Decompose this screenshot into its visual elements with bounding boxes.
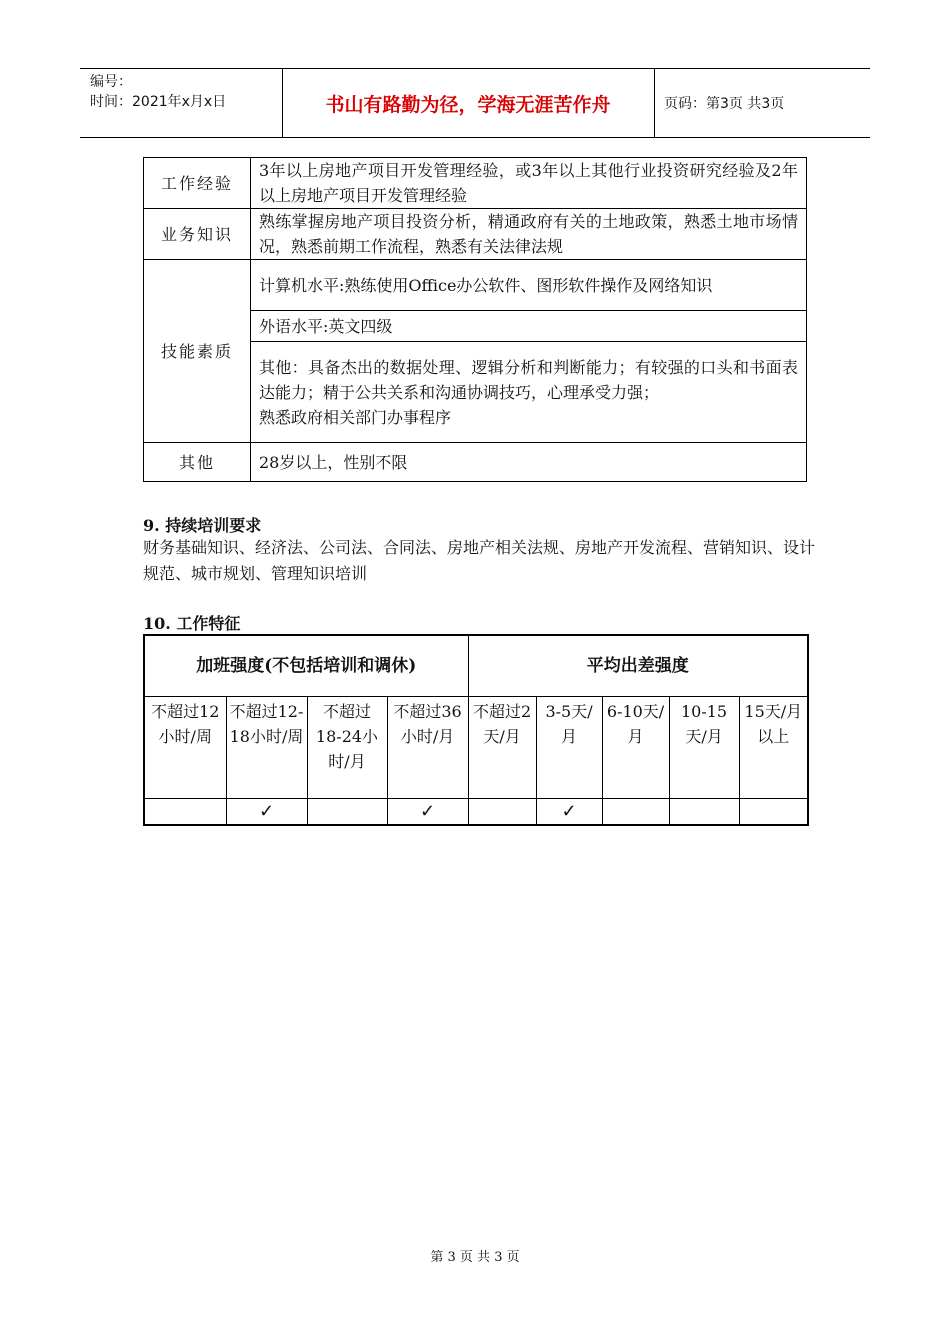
header-meta (80, 69, 283, 137)
work-experience-label: 工作经验 (144, 158, 251, 209)
travel-mark (602, 799, 669, 826)
overtime-mark (307, 799, 387, 826)
time-label: 时间：2021年x月x日 (90, 94, 227, 110)
header-page-info: 页码：第3页 共3页 (664, 96, 785, 112)
overtime-option: 不超过18-24小时/月 (307, 697, 387, 799)
number-label: 编号： (90, 74, 132, 90)
marks-row (144, 799, 808, 826)
travel-option: 15天/月以上 (739, 697, 808, 799)
other-skills-line2: 熟悉政府相关部门办事程序 (259, 407, 452, 427)
checkmark-icon: ✓ (561, 801, 577, 822)
table-row (144, 158, 807, 209)
other-text: 28岁以上，性别不限 (251, 443, 807, 482)
knowledge-text: 熟练掌握房地产项目投资分析，精通政府有关的土地政策，熟悉土地市场情况，熟悉前期工作流程，熟悉有关法律法规 (251, 209, 807, 260)
overtime-header: 加班强度(不包括培训和调休) (144, 635, 468, 697)
table-row (144, 443, 807, 482)
checkmark-icon: ✓ (419, 801, 436, 822)
section9-title: 9. 持续培训要求 (143, 516, 262, 535)
travel-mark (536, 799, 602, 826)
overtime-option: 不超过12小时/周 (144, 697, 226, 799)
travel-option: 不超过2天/月 (468, 697, 536, 799)
overtime-option: 不超过12-18小时/周 (226, 697, 307, 799)
work-characteristics-table (143, 634, 809, 826)
computer-skill-text: 计算机水平:熟练使用Office办公软件、图形软件操作及网络知识 (251, 260, 807, 311)
page-footer: 第 3 页 共 3 页 (430, 1250, 520, 1265)
header-motto: 书山有路勤为径，学海无涯苦作舟 (282, 69, 655, 137)
page-header (80, 68, 870, 138)
table-row (144, 209, 807, 260)
skills-label: 技能素质 (144, 260, 251, 443)
travel-option: 3-5天/月 (536, 697, 602, 799)
language-skill-text: 外语水平:英文四级 (251, 311, 807, 342)
section9-body: 财务基础知识、经济法、公司法、合同法、房地产相关法规、房地产开发流程、营销知识、设计规范、城市规划、管理知识培训 (143, 538, 816, 583)
options-row (144, 697, 808, 799)
other-skills-line1: 其他：具备杰出的数据处理、逻辑分析和判断能力；有较强的口头和书面表达能力；精于公共关系和沟通协调技巧，心理承受力强； (259, 357, 798, 402)
travel-mark (468, 799, 536, 826)
work-experience-text: 3年以上房地产项目开发管理经验，或3年以上其他行业投资研究经验及2年以上房地产项目开发管理经验 (251, 158, 807, 209)
travel-mark (669, 799, 739, 826)
knowledge-label: 业务知识 (144, 209, 251, 260)
table-header-row (144, 635, 808, 697)
section10-title: 10. 工作特征 (143, 614, 241, 633)
checkmark-icon: ✓ (258, 801, 275, 822)
requirements-table (143, 157, 807, 482)
other-label: 其他 (144, 443, 251, 482)
overtime-option: 不超过36小时/月 (387, 697, 468, 799)
overtime-mark (226, 799, 307, 826)
overtime-mark (144, 799, 226, 826)
table-row (144, 260, 807, 311)
travel-option: 6-10天/月 (602, 697, 669, 799)
travel-mark (739, 799, 808, 826)
travel-option: 10-15天/月 (669, 697, 739, 799)
other-skills-cell (251, 342, 807, 443)
travel-header: 平均出差强度 (468, 635, 808, 697)
overtime-mark (387, 799, 468, 826)
